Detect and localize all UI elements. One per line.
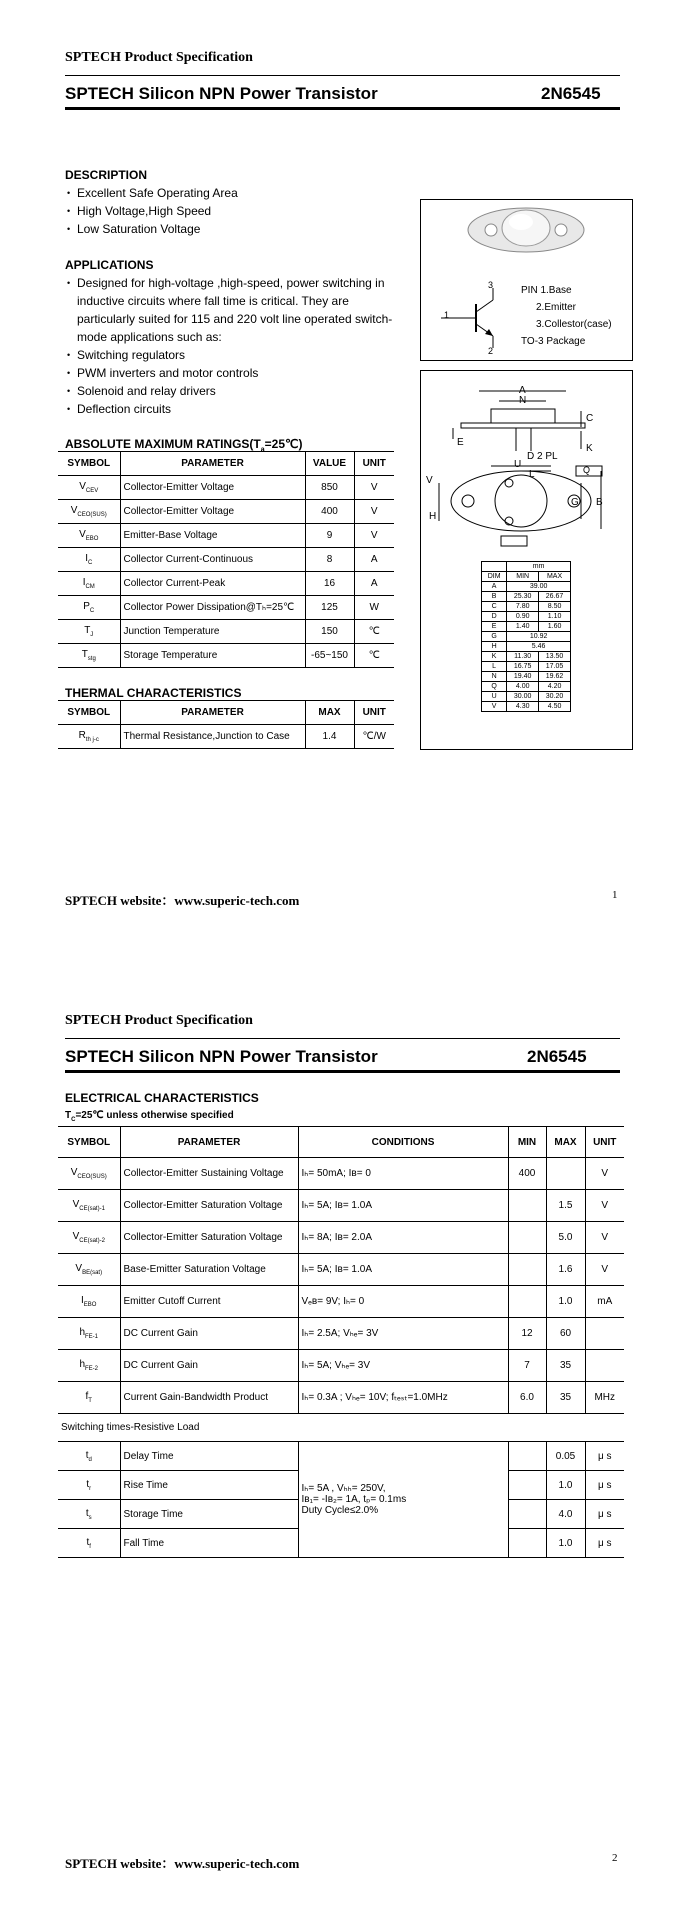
dim-cell: K bbox=[482, 652, 507, 662]
dim-cell: 4.50 bbox=[539, 702, 571, 712]
dim-cell: C bbox=[482, 602, 507, 612]
table-cell: Collector Power Dissipation@Tₕ=25℃ bbox=[120, 596, 305, 620]
table-row bbox=[58, 725, 394, 749]
list-item: • Switching regulators bbox=[67, 346, 397, 364]
table-cell: Iₕ= 5A; Vₕₑ= 3V bbox=[298, 1350, 508, 1382]
footer-website: SPTECH website：www.superic-tech.com bbox=[65, 893, 300, 908]
dim-label: U bbox=[514, 459, 522, 470]
footer-website: SPTECH website：www.superic-tech.com bbox=[65, 1856, 300, 1871]
dim-cell: 1.10 bbox=[539, 612, 571, 622]
thermal-heading: THERMAL CHARACTERISTICS bbox=[65, 686, 242, 700]
dim-cell: A bbox=[482, 582, 507, 592]
dim-cell: H bbox=[482, 642, 507, 652]
table-row bbox=[58, 572, 394, 596]
table-row bbox=[58, 1286, 624, 1318]
table-cell: $V_{EBO}$ bbox=[58, 524, 120, 548]
table-cell: A bbox=[354, 548, 394, 572]
table-cell: Storage Time bbox=[120, 1500, 298, 1529]
dim-cell: G bbox=[482, 632, 507, 642]
list-item: • Excellent Safe Operating Area bbox=[67, 184, 397, 202]
dim-col-header: MIN bbox=[507, 572, 539, 582]
spec-label: SPTECH Product Specification bbox=[65, 50, 253, 65]
dim-cell: E bbox=[482, 622, 507, 632]
table-cell: Collector-Emitter Voltage bbox=[120, 476, 305, 500]
table-cell: $t_f$ bbox=[58, 1529, 120, 1558]
table-row bbox=[58, 1350, 624, 1382]
dimension-box bbox=[420, 370, 633, 750]
table-cell: Junction Temperature bbox=[120, 620, 305, 644]
part-number: 2N6545 bbox=[541, 84, 601, 103]
table-cell: Base-Emitter Saturation Voltage bbox=[120, 1254, 298, 1286]
page-number: 2 bbox=[612, 1852, 618, 1864]
table-cell: 5.0 bbox=[546, 1222, 585, 1254]
table-header: SYMBOL bbox=[58, 452, 120, 476]
condition-line: Duty Cycle≤2.0% bbox=[301, 1505, 379, 1516]
switching-label: Switching times-Resistive Load bbox=[58, 1414, 624, 1442]
table-cell: V bbox=[585, 1254, 624, 1286]
table-cell: 9 bbox=[305, 524, 354, 548]
table-cell: $t_d$ bbox=[58, 1442, 120, 1471]
table-cell: V bbox=[585, 1222, 624, 1254]
doc-title: SPTECH Silicon NPN Power Transistor bbox=[65, 84, 378, 103]
table-row bbox=[482, 672, 571, 682]
table-row bbox=[482, 702, 571, 712]
table-cell bbox=[585, 1350, 624, 1382]
table-cell bbox=[508, 1471, 546, 1500]
dim-cell: 4.30 bbox=[507, 702, 539, 712]
table-cell: $h_{FE-1}$ bbox=[58, 1318, 120, 1350]
table-cell: V bbox=[585, 1190, 624, 1222]
table-cell: $R_{th j-c}$ bbox=[58, 725, 120, 749]
table-row bbox=[58, 1382, 624, 1414]
switching-conditions bbox=[298, 1442, 508, 1558]
table-row bbox=[58, 1158, 624, 1190]
table-cell: ℃/W bbox=[354, 725, 394, 749]
header-rule bbox=[65, 75, 620, 76]
table-cell: μ s bbox=[585, 1471, 624, 1500]
part-number: 2N6545 bbox=[527, 1047, 587, 1066]
table-cell: 1.0 bbox=[546, 1286, 585, 1318]
table-row bbox=[58, 620, 394, 644]
table-cell: 35 bbox=[546, 1382, 585, 1414]
table-cell: Fall Time bbox=[120, 1529, 298, 1558]
table-header: UNIT bbox=[354, 452, 394, 476]
pinout-box bbox=[420, 199, 633, 361]
dim-cell: 30.20 bbox=[539, 692, 571, 702]
table-cell: Collector-Emitter Saturation Voltage bbox=[120, 1190, 298, 1222]
table-row bbox=[58, 1318, 624, 1350]
table-cell: Collector Current-Continuous bbox=[120, 548, 305, 572]
table-cell: 16 bbox=[305, 572, 354, 596]
table-cell: Storage Temperature bbox=[120, 644, 305, 668]
dim-label: A bbox=[519, 385, 526, 396]
dim-cell: 4.00 bbox=[507, 682, 539, 692]
dim-cell: 19.62 bbox=[539, 672, 571, 682]
table-header: MIN bbox=[508, 1127, 546, 1158]
dim-cell: 39.00 bbox=[507, 582, 571, 592]
table-cell: Iₕ= 2.5A; Vₕₑ= 3V bbox=[298, 1318, 508, 1350]
table-cell bbox=[585, 1318, 624, 1350]
table-cell: 1.6 bbox=[546, 1254, 585, 1286]
dim-cell: 1.60 bbox=[539, 622, 571, 632]
list-item: • Designed for high-voltage ,high-speed, power switching in inductive circuits where fall time is critical. They are particularly suited for 115 and 220 volt line operated switch-mode applications such as: bbox=[67, 274, 397, 346]
table-cell: 60 bbox=[546, 1318, 585, 1350]
dim-cell: 26.67 bbox=[539, 592, 571, 602]
table-cell: 4.0 bbox=[546, 1500, 585, 1529]
abs-max-table bbox=[58, 451, 394, 668]
table-cell: DC Current Gain bbox=[120, 1350, 298, 1382]
dim-label: K bbox=[586, 443, 593, 454]
dim-cell: L bbox=[482, 662, 507, 672]
table-row bbox=[482, 592, 571, 602]
table-row bbox=[58, 476, 394, 500]
table-cell: 1.4 bbox=[305, 725, 354, 749]
table-cell: 1.0 bbox=[546, 1471, 585, 1500]
table-header: SYMBOL bbox=[58, 701, 120, 725]
dim-label: Q bbox=[583, 465, 591, 475]
table-row bbox=[482, 582, 571, 592]
table-cell bbox=[508, 1442, 546, 1471]
dim-cell: 0.90 bbox=[507, 612, 539, 622]
table-cell: V bbox=[354, 500, 394, 524]
dim-cell: 4.20 bbox=[539, 682, 571, 692]
dim-label: V bbox=[426, 475, 433, 486]
table-cell: $V_{CE(sat)-2}$ bbox=[58, 1222, 120, 1254]
table-cell: $V_{CE(sat)-1}$ bbox=[58, 1190, 120, 1222]
elec-table bbox=[58, 1126, 624, 1558]
table-cell: Iₕ= 5A; Iʙ= 1.0A bbox=[298, 1190, 508, 1222]
dim-cell: 16.75 bbox=[507, 662, 539, 672]
table-header: CONDITIONS bbox=[298, 1127, 508, 1158]
dim-col-header: MAX bbox=[539, 572, 571, 582]
table-cell: $P_C$ bbox=[58, 596, 120, 620]
table-cell: Collector-Emitter Voltage bbox=[120, 500, 305, 524]
table-row bbox=[58, 644, 394, 668]
abs-max-heading: ABSOLUTE MAXIMUM $RATINGS(T_a=25℃)$ bbox=[65, 437, 303, 454]
dim-cell: 17.05 bbox=[539, 662, 571, 672]
table-cell: Collector-Emitter Sustaining Voltage bbox=[120, 1158, 298, 1190]
table-cell: $I_{CM}$ bbox=[58, 572, 120, 596]
table-cell: ℃ bbox=[354, 620, 394, 644]
page-2 bbox=[0, 960, 678, 1920]
table-row bbox=[482, 602, 571, 612]
list-item: • High Voltage,High Speed bbox=[67, 202, 397, 220]
table-cell: -65~150 bbox=[305, 644, 354, 668]
table-row bbox=[58, 596, 394, 620]
dim-cell: 5.46 bbox=[507, 642, 571, 652]
applications-list bbox=[67, 274, 397, 418]
pin-legend-line: TO-3 Package bbox=[521, 336, 586, 347]
table-cell: μ s bbox=[585, 1500, 624, 1529]
table-row bbox=[482, 652, 571, 662]
table-cell: Delay Time bbox=[120, 1442, 298, 1471]
table-row bbox=[58, 1254, 624, 1286]
dim-cell: D bbox=[482, 612, 507, 622]
dim-label: C bbox=[586, 413, 594, 424]
table-row bbox=[482, 642, 571, 652]
table-row bbox=[58, 1442, 624, 1471]
table-cell: Current Gain-Bandwidth Product bbox=[120, 1382, 298, 1414]
list-item: • PWM inverters and motor controls bbox=[67, 364, 397, 382]
table-cell: Vₑʙ= 9V; Iₕ= 0 bbox=[298, 1286, 508, 1318]
table-header: MAX bbox=[546, 1127, 585, 1158]
table-row bbox=[58, 548, 394, 572]
table-header: PARAMETER bbox=[120, 452, 305, 476]
elec-subheading: $T_C=25℃$ unless otherwise specified bbox=[65, 1110, 234, 1123]
pin-number: 2 bbox=[488, 346, 494, 356]
table-cell: Emitter Cutoff Current bbox=[120, 1286, 298, 1318]
table-header: PARAMETER bbox=[120, 1127, 298, 1158]
dim-label: G bbox=[571, 497, 579, 508]
table-cell bbox=[508, 1286, 546, 1318]
dim-cell: 7.80 bbox=[507, 602, 539, 612]
table-row bbox=[482, 612, 571, 622]
dim-label: B bbox=[596, 497, 603, 508]
table-cell bbox=[508, 1222, 546, 1254]
pin-legend-line: PIN 1.Base bbox=[521, 285, 572, 296]
dim-unit: mm bbox=[507, 562, 571, 572]
doc-title: SPTECH Silicon NPN Power Transistor bbox=[65, 1047, 378, 1066]
table-cell: 400 bbox=[508, 1158, 546, 1190]
dim-cell: 30.00 bbox=[507, 692, 539, 702]
table-cell: μ s bbox=[585, 1442, 624, 1471]
dim-cell: 10.92 bbox=[507, 632, 571, 642]
table-cell bbox=[508, 1190, 546, 1222]
dim-cell: 13.50 bbox=[539, 652, 571, 662]
table-cell: 850 bbox=[305, 476, 354, 500]
page-number: 1 bbox=[612, 889, 618, 901]
dim-label: N bbox=[519, 395, 527, 406]
table-cell: 125 bbox=[305, 596, 354, 620]
dim-cell: 11.30 bbox=[507, 652, 539, 662]
dim-cell: N bbox=[482, 672, 507, 682]
table-cell: Iₕ= 0.3A ; Vₕₑ= 10V; fₜₑₛₜ=1.0MHz bbox=[298, 1382, 508, 1414]
table-cell: 150 bbox=[305, 620, 354, 644]
dim-cell: 8.50 bbox=[539, 602, 571, 612]
table-cell: Iₕ= 8A; Iʙ= 2.0A bbox=[298, 1222, 508, 1254]
table-cell: ℃ bbox=[354, 644, 394, 668]
table-cell: Rise Time bbox=[120, 1471, 298, 1500]
table-cell: DC Current Gain bbox=[120, 1318, 298, 1350]
table-cell: mA bbox=[585, 1286, 624, 1318]
dim-cell: Q bbox=[482, 682, 507, 692]
spec-label: SPTECH Product Specification bbox=[65, 1013, 253, 1028]
table-cell bbox=[508, 1500, 546, 1529]
table-cell: $I_C$ bbox=[58, 548, 120, 572]
pin-legend-line: 2.Emitter bbox=[536, 302, 577, 313]
applications-heading: APPLICATIONS bbox=[65, 258, 154, 272]
elec-heading: ELECTRICAL CHARACTERISTICS bbox=[65, 1091, 259, 1105]
pin-legend-line: 3.Collestor(case) bbox=[536, 319, 612, 330]
dim-cell: 25.30 bbox=[507, 592, 539, 602]
description-list bbox=[67, 184, 397, 238]
table-cell: $T_J$ bbox=[58, 620, 120, 644]
thermal-table bbox=[58, 700, 394, 749]
table-row bbox=[482, 622, 571, 632]
table-cell: 12 bbox=[508, 1318, 546, 1350]
dim-cell: B bbox=[482, 592, 507, 602]
table-header: VALUE bbox=[305, 452, 354, 476]
table-cell: Thermal Resistance,Junction to Case bbox=[120, 725, 305, 749]
table-row bbox=[58, 524, 394, 548]
table-cell: Iₕ= 5A; Iʙ= 1.0A bbox=[298, 1254, 508, 1286]
table-cell bbox=[546, 1158, 585, 1190]
dimension-table bbox=[481, 561, 571, 712]
dim-label: E bbox=[457, 437, 464, 448]
table-cell: $V_{CEO(SUS)}$ bbox=[58, 500, 120, 524]
table-cell: 1.5 bbox=[546, 1190, 585, 1222]
table-row bbox=[58, 1222, 624, 1254]
dim-label: H bbox=[429, 511, 437, 522]
table-cell: $V_{CEO(SUS)}$ bbox=[58, 1158, 120, 1190]
table-cell: Collector Current-Peak bbox=[120, 572, 305, 596]
table-header: PARAMETER bbox=[120, 701, 305, 725]
table-cell: $h_{FE-2}$ bbox=[58, 1350, 120, 1382]
header-rule-thick bbox=[65, 1070, 620, 1073]
table-header: MAX bbox=[305, 701, 354, 725]
dim-cell: 19.40 bbox=[507, 672, 539, 682]
table-row bbox=[482, 682, 571, 692]
header-rule bbox=[65, 1038, 620, 1039]
description-heading: DESCRIPTION bbox=[65, 168, 148, 182]
dim-label: L bbox=[529, 469, 535, 480]
table-cell: MHz bbox=[585, 1382, 624, 1414]
table-cell: Collector-Emitter Saturation Voltage bbox=[120, 1222, 298, 1254]
table-header: SYMBOL bbox=[58, 1127, 120, 1158]
table-cell: V bbox=[354, 476, 394, 500]
list-item: • Solenoid and relay drivers bbox=[67, 382, 397, 400]
table-cell: 7 bbox=[508, 1350, 546, 1382]
table-cell: A bbox=[354, 572, 394, 596]
table-row bbox=[58, 500, 394, 524]
table-cell: $f_T$ bbox=[58, 1382, 120, 1414]
header-rule-thick bbox=[65, 107, 620, 110]
condition-line: Iʙ₁= -Iʙ₂= 1A, tₚ= 0.1ms bbox=[301, 1494, 407, 1505]
table-cell: V bbox=[354, 524, 394, 548]
table-cell: 8 bbox=[305, 548, 354, 572]
pin-number: 1 bbox=[444, 310, 450, 320]
pin-legend bbox=[521, 282, 612, 350]
table-row bbox=[482, 692, 571, 702]
dim-cell: U bbox=[482, 692, 507, 702]
list-item: • Deflection circuits bbox=[67, 400, 397, 418]
table-row bbox=[58, 1190, 624, 1222]
list-item: • Low Saturation Voltage bbox=[67, 220, 397, 238]
table-cell bbox=[508, 1529, 546, 1558]
pin-number: 3 bbox=[488, 280, 494, 290]
condition-line: Iₕ= 5A , Vₕₕ= 250V, bbox=[301, 1483, 386, 1494]
table-header: UNIT bbox=[354, 701, 394, 725]
table-cell: $V_{BE(sat)}$ bbox=[58, 1254, 120, 1286]
table-cell bbox=[508, 1254, 546, 1286]
table-cell: 400 bbox=[305, 500, 354, 524]
table-cell: Emitter-Base Voltage bbox=[120, 524, 305, 548]
table-cell: 0.05 bbox=[546, 1442, 585, 1471]
table-header: UNIT bbox=[585, 1127, 624, 1158]
table-cell: μ s bbox=[585, 1529, 624, 1558]
table-cell: $t_r$ bbox=[58, 1471, 120, 1500]
table-row bbox=[482, 632, 571, 642]
table-cell: $I_{EBO}$ bbox=[58, 1286, 120, 1318]
table-cell: Iₕ= 50mA; Iʙ= 0 bbox=[298, 1158, 508, 1190]
table-row bbox=[58, 1414, 624, 1442]
table-cell: $T_{stg}$ bbox=[58, 644, 120, 668]
table-cell: $t_s$ bbox=[58, 1500, 120, 1529]
table-row bbox=[482, 662, 571, 672]
dim-cell: V bbox=[482, 702, 507, 712]
table-cell: $V_{CEV}$ bbox=[58, 476, 120, 500]
table-cell: W bbox=[354, 596, 394, 620]
table-cell: 35 bbox=[546, 1350, 585, 1382]
dim-col-header: DIM bbox=[482, 572, 507, 582]
table-cell: V bbox=[585, 1158, 624, 1190]
table-cell: 6.0 bbox=[508, 1382, 546, 1414]
dim-label: D 2 PL bbox=[527, 451, 558, 462]
dim-cell: 1.40 bbox=[507, 622, 539, 632]
table-cell: 1.0 bbox=[546, 1529, 585, 1558]
